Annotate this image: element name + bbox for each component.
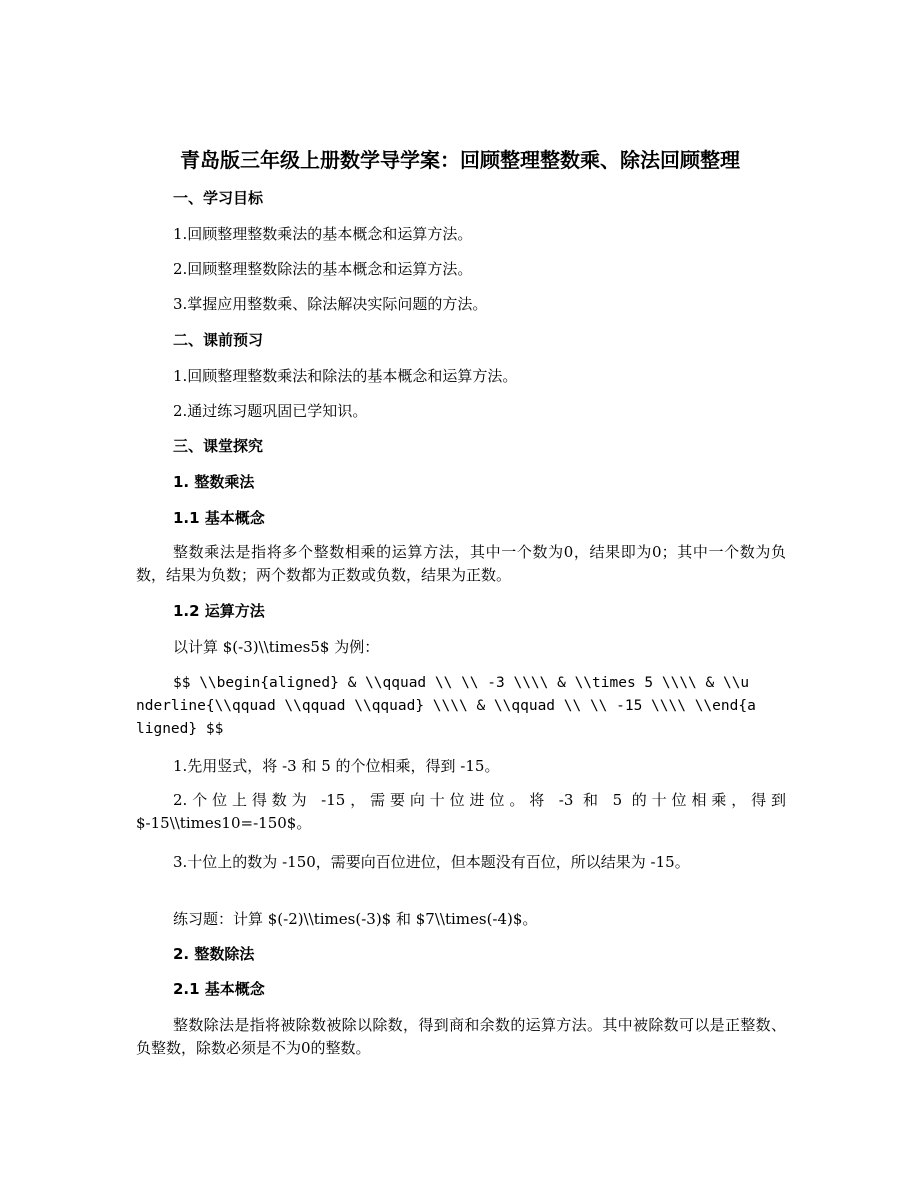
document-title: 青岛版三年级上册数学导学案：回顾整理整数乘、除法回顾整理	[180, 148, 740, 172]
section-heading-objectives: 一、学习目标	[173, 189, 264, 207]
section-heading-exploration: 三、课堂探究	[173, 437, 264, 455]
multiplication-concept-paragraph: 整数乘法是指将多个整数相乘的运算方法，其中一个数为0，结果即为0；其中一个数为负数，结果为负数；两个数都为正数或负数，结果为正数。	[136, 543, 786, 584]
division-concept-paragraph: 整数除法是指将被除数被除以除数，得到商和余数的运算方法。其中被除数可以是正整数、负整数，除数必须是不为0的整数。	[136, 1016, 786, 1057]
objective-item-1: 1.回顾整理整数乘法的基本概念和运算方法。	[173, 225, 473, 243]
latex-formula-block: $$ \\begin{aligned} & \\qquad \\ \\ -3 \\\\ & \\times 5 \\\\ & \\underline{\\qquad \\qquad \\qquad} \\\\ & \\qquad \\ \\ -15 \\\\ \\end{aligned} $$	[136, 675, 756, 737]
preview-item-1: 1.回顾整理整数乘法和除法的基本概念和运算方法。	[173, 367, 518, 385]
example-intro: 以计算 $(-3)\\times5$ 为例：	[173, 638, 380, 656]
subheading-division-concept: 2.1 基本概念	[173, 980, 265, 998]
exercise-line: 练习题：计算 $(-2)\\times(-3)$ 和 $7\\times(-4)$。	[173, 910, 538, 928]
step-2: 2.个位上得数为 -15，需要向十位进位。将 -3 和 5 的十位相乘，得到 $-15\\times10=-150$。	[136, 791, 786, 832]
subsection-heading-division: 2. 整数除法	[173, 945, 255, 963]
step-3: 3.十位上的数为 -150，需要向百位进位，但本题没有百位，所以结果为 -15。	[173, 853, 690, 871]
subsection-heading-multiplication: 1. 整数乘法	[173, 473, 255, 491]
objective-item-2: 2.回顾整理整数除法的基本概念和运算方法。	[173, 260, 473, 278]
subheading-multiplication-method: 1.2 运算方法	[173, 602, 265, 620]
preview-item-2: 2.通过练习题巩固已学知识。	[173, 402, 368, 420]
objective-item-3: 3.掌握应用整数乘、除法解决实际问题的方法。	[173, 295, 488, 313]
subheading-multiplication-concept: 1.1 基本概念	[173, 509, 265, 527]
section-heading-preview: 二、课前预习	[173, 331, 264, 349]
step-1: 1.先用竖式，将 -3 和 5 的个位相乘，得到 -15。	[173, 757, 500, 775]
